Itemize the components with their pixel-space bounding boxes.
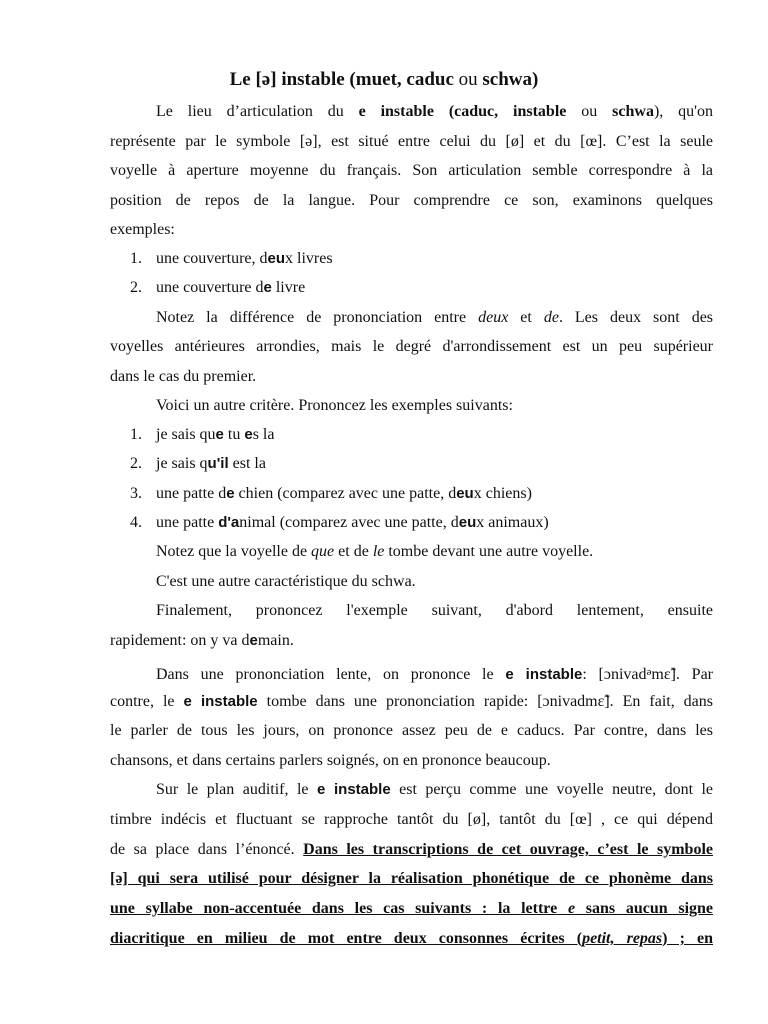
- paragraph-line: Sur le plan auditif, le e instable est perçu comme une voyelle neutre, dont le: [156, 781, 714, 798]
- list-number: 3.: [130, 485, 142, 502]
- paragraph-line: voyelle à aperture moyenne du français. Son articulation semble correspondre à la: [110, 162, 713, 179]
- paragraph-line: Le lieu d’articulation du e instable (caduc, instable ou schwa), qu'on: [156, 103, 714, 120]
- list-item: une patte de chien (comparez avec une patte, deux chiens): [156, 485, 532, 502]
- list-item: je sais qu'il est la: [156, 455, 266, 472]
- list-number: 2.: [130, 279, 142, 296]
- paragraph-line: Notez que la voyelle de que et de le tombe devant une autre voyelle.: [156, 543, 594, 560]
- paragraph-line: voyelles antérieures arrondies, mais le degré d'arrondissement est un peu supérieur: [110, 338, 713, 355]
- paragraph-line: diacritique en milieu de mot entre deux consonnes écrites (petit, repas) ; en: [110, 930, 713, 947]
- paragraph-line: Notez la différence de prononciation entre deux et de. Les deux sont des: [156, 309, 714, 326]
- page-title: Le [ə] instable (muet, caduc ou schwa): [229, 69, 539, 90]
- paragraph-line: Finalement, prononcez l'exemple suivant, d'abord lentement, ensuite: [156, 602, 713, 619]
- paragraph-line: position de repos de la langue. Pour comprendre ce son, examinons quelques: [110, 192, 713, 209]
- paragraph-line: de sa place dans l’énoncé. Dans les transcriptions de cet ouvrage, c’est le symbole: [110, 841, 714, 858]
- list-number: 2.: [130, 455, 142, 472]
- list-number: 1.: [130, 426, 142, 443]
- paragraph-line: chansons, et dans certains parlers soignés, on en prononce beaucoup.: [110, 752, 551, 769]
- list-item: je sais que tu es la: [156, 426, 275, 443]
- paragraph-line: rapidement: on y va demain.: [110, 632, 294, 649]
- list-item: une couverture de livre: [156, 279, 306, 296]
- paragraph-line: contre, le e instable tombe dans une prononciation rapide: [ɔnivadmɛ̃]. En fait, dans: [110, 693, 714, 710]
- paragraph-line: [ə] qui sera utilisé pour désigner la réalisation phonétique de ce phonème dans: [110, 870, 713, 887]
- list-number: 1.: [130, 250, 142, 267]
- paragraph-line: timbre indécis et fluctuant se rapproche tantôt du [ø], tantôt du [œ] , ce qui dépend: [110, 811, 713, 828]
- list-item: une patte d'animal (comparez avec une patte, deux animaux): [156, 514, 549, 531]
- paragraph-line: dans le cas du premier.: [110, 368, 257, 385]
- paragraph-line: exemples:: [110, 221, 175, 238]
- paragraph-line: Voici un autre critère. Prononcez les exemples suivants:: [156, 397, 513, 414]
- paragraph-line: représente par le symbole [ə], est situé entre celui du [ø] et du [œ]. C’est la seule: [110, 133, 713, 150]
- list-item: une couverture, deux livres: [156, 250, 333, 267]
- paragraph-line: Dans une prononciation lente, on prononce le e instable: [ɔnivad$^ə$mɛ̃]. Par: [156, 666, 714, 683]
- paragraph-line: une syllabe non-accentuée dans les cas suivants : la lettre e sans aucun signe: [110, 900, 714, 917]
- paragraph-line: le parler de tous les jours, on prononce assez peu de e caducs. Par contre, dans les: [110, 722, 713, 739]
- list-number: 4.: [130, 514, 142, 531]
- paragraph-line: C'est une autre caractéristique du schwa.: [156, 573, 416, 590]
